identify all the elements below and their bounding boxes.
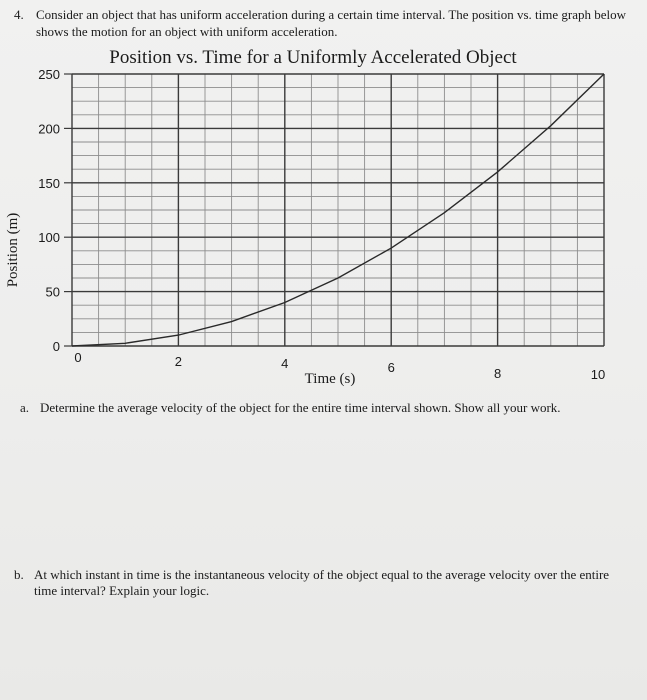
y-tick-label: 100 xyxy=(38,230,60,246)
y-tick-label: 150 xyxy=(38,175,60,191)
y-tick-label: 200 xyxy=(38,121,60,137)
part-b-label: b. xyxy=(14,567,24,582)
part-b-text: At which instant in time is the instantaneous velocity of the object equal to the average velocity over the entire time interval? Explain your logic. xyxy=(34,567,610,598)
minor-grid xyxy=(72,74,604,346)
x-axis-label: Time (s) xyxy=(304,371,356,387)
position-time-chart xyxy=(0,40,647,390)
x-tick-label: 0 xyxy=(74,350,82,365)
question-text: Consider an object that has uniform acceleration during a certain time interval. The position vs. time graph below shows the motion for an object with uniform acceleration. xyxy=(36,7,627,39)
part-a-label: a. xyxy=(20,400,30,415)
chart-title: Position vs. Time for a Uniformly Accelerated Object xyxy=(109,47,517,68)
y-tick-label: 50 xyxy=(45,284,60,300)
x-tick-label: 6 xyxy=(387,360,395,375)
y-axis-label: Position (m) xyxy=(5,212,21,288)
y-tick-labels xyxy=(38,67,72,354)
part-a-text: Determine the average velocity of the object for the entire time interval shown. Show all your work. xyxy=(40,400,561,415)
x-tick-label: 8 xyxy=(493,366,502,381)
x-tick-label: 2 xyxy=(174,354,183,369)
x-tick-label: 4 xyxy=(281,356,289,371)
question-number: 4. xyxy=(14,7,24,22)
y-tick-label: 0 xyxy=(52,339,60,354)
y-tick-label: 250 xyxy=(38,67,60,82)
x-tick-label: 10 xyxy=(590,367,606,382)
